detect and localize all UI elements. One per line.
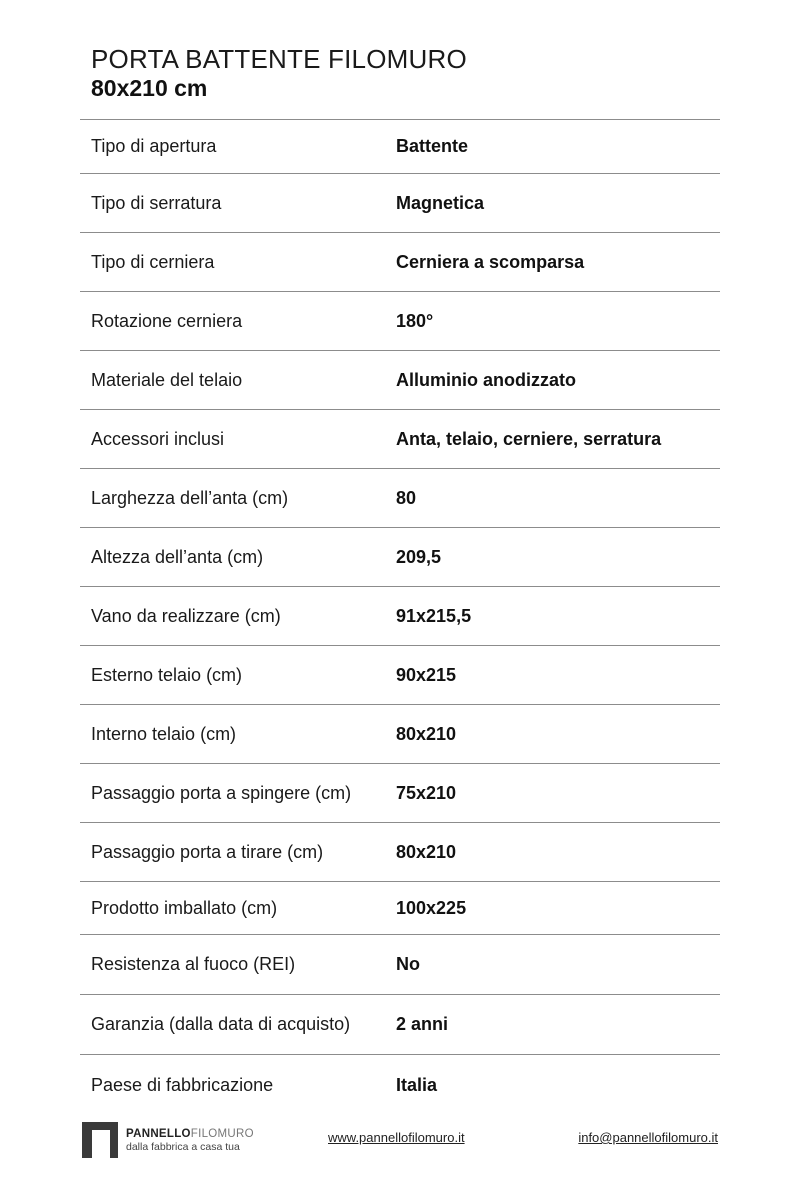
spec-value: Anta, telaio, cerniere, serratura (396, 428, 662, 449)
spec-row (80, 587, 720, 646)
spec-value: 75x210 (396, 782, 457, 803)
spec-label: Larghezza dell’anta (cm) (91, 487, 289, 508)
brand-logo[interactable] (80, 1120, 254, 1160)
spec-label: Paese di fabbricazione (91, 1074, 274, 1095)
spec-label: Altezza dell’anta (cm) (91, 546, 264, 567)
spec-value: Cerniera a scomparsa (396, 251, 585, 272)
spec-row (80, 646, 720, 705)
brand-name (126, 1127, 254, 1141)
brand-text (126, 1127, 254, 1154)
spec-label: Rotazione cerniera (91, 310, 243, 331)
spec-label: Interno telaio (cm) (91, 723, 237, 744)
product-header (91, 44, 467, 102)
spec-value: 209,5 (396, 546, 442, 567)
door-logo-icon (80, 1120, 120, 1160)
spec-value: 80 (396, 487, 417, 508)
spec-label: Accessori inclusi (91, 428, 225, 449)
spec-row (80, 410, 720, 469)
spec-label: Tipo di serratura (91, 192, 222, 213)
email-link[interactable]: info@pannellofilomuro.it (578, 1130, 718, 1145)
brand-name-light: FILOMURO (190, 1127, 254, 1140)
spec-value: 180° (396, 310, 434, 331)
spec-label: Resistenza al fuoco (REI) (91, 954, 296, 974)
spec-label: Tipo di apertura (91, 136, 217, 156)
spec-row (80, 351, 720, 410)
spec-row (80, 823, 720, 882)
product-title: PORTA BATTENTE FILOMURO (91, 44, 467, 74)
spec-row (80, 120, 720, 174)
spec-value: Italia (396, 1074, 438, 1095)
spec-label: Prodotto imballato (cm) (91, 897, 278, 918)
spec-value: 91x215,5 (396, 605, 472, 626)
spec-value: Alluminio anodizzato (396, 369, 576, 390)
spec-row (80, 935, 720, 995)
spec-label: Tipo di cerniera (91, 251, 215, 272)
spec-row (80, 469, 720, 528)
spec-label: Materiale del telaio (91, 369, 243, 390)
spec-value: 90x215 (396, 664, 457, 685)
brand-name-bold: PANNELLO (126, 1127, 191, 1140)
spec-value: 100x225 (396, 897, 467, 918)
spec-row (80, 292, 720, 351)
spec-value: 80x210 (396, 841, 457, 862)
footer (80, 1118, 720, 1164)
spec-value: 80x210 (396, 723, 457, 744)
spec-label: Vano da realizzare (cm) (91, 605, 281, 626)
spec-row (80, 233, 720, 292)
spec-value: Battente (396, 136, 469, 156)
spec-row (80, 764, 720, 823)
spec-label: Esterno telaio (cm) (91, 664, 243, 685)
spec-value: No (396, 954, 420, 974)
spec-row (80, 174, 720, 233)
spec-table (80, 119, 720, 1115)
spec-row (80, 705, 720, 764)
brand-tagline: dalla fabbrica a casa tua (126, 1140, 240, 1153)
spec-row (80, 1055, 720, 1115)
spec-value: Magnetica (396, 192, 485, 213)
spec-value: 2 anni (396, 1014, 449, 1034)
spec-label: Garanzia (dalla data di acquisto) (91, 1014, 351, 1034)
website-link[interactable]: www.pannellofilomuro.it (328, 1130, 465, 1145)
spec-row (80, 882, 720, 935)
spec-label: Passaggio porta a spingere (cm) (91, 782, 352, 803)
spec-row (80, 995, 720, 1055)
spec-label: Passaggio porta a tirare (cm) (91, 841, 324, 862)
product-size: 80x210 cm (91, 75, 208, 101)
spec-row (80, 528, 720, 587)
